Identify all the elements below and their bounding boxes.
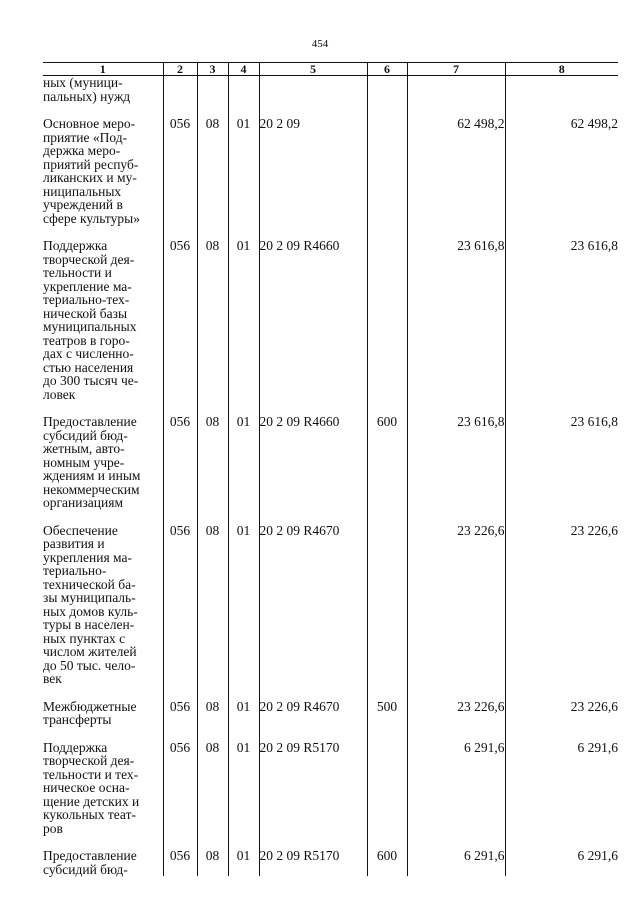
row-code-target: 20 2 09 R5170: [259, 741, 367, 836]
spacer-cell: [259, 401, 367, 415]
table-row: [43, 741, 618, 836]
row-code-subsection: 01: [228, 117, 259, 225]
row-code-section: [197, 76, 228, 104]
spacer-cell: [407, 103, 505, 117]
spacer-cell: [407, 835, 505, 849]
row-spacer: [43, 510, 618, 524]
row-code-subsection: 01: [228, 741, 259, 836]
row-amount-7: 23 616,8: [407, 415, 505, 510]
row-amount-7: 23 226,6: [407, 700, 505, 727]
column-header-6: 6: [367, 63, 407, 76]
spacer-cell: [367, 401, 407, 415]
row-code-target: 20 2 09: [259, 117, 367, 225]
spacer-cell: [505, 686, 618, 700]
spacer-cell: [43, 686, 163, 700]
spacer-cell: [407, 510, 505, 524]
spacer-cell: [228, 510, 259, 524]
table-row: [43, 700, 618, 727]
spacer-cell: [43, 727, 163, 741]
spacer-cell: [163, 510, 197, 524]
row-code-section: 08: [197, 117, 228, 225]
row-spacer: [43, 686, 618, 700]
spacer-cell: [228, 225, 259, 239]
row-code-section: 08: [197, 700, 228, 727]
row-code-section: 08: [197, 741, 228, 836]
column-header-4: 4: [228, 63, 259, 76]
row-name: Поддержка творческой дея- тельности и тех- ническое осна- щение детских и кукольных теат- ров: [43, 739, 140, 836]
row-code-admin: 056: [163, 700, 197, 727]
row-code-subsection: [228, 76, 259, 104]
row-code-admin: [163, 76, 197, 104]
row-code-admin: 056: [163, 415, 197, 510]
row-amount-8: 23 616,8: [505, 415, 618, 510]
spacer-cell: [407, 686, 505, 700]
row-amount-8: 23 226,6: [505, 524, 618, 686]
row-code-subsection: 01: [228, 239, 259, 401]
spacer-cell: [367, 686, 407, 700]
row-code-section: 08: [197, 415, 228, 510]
spacer-cell: [367, 835, 407, 849]
row-name: Основное меро- приятие «Под- держка меро- приятий респуб- ликанских и му- ниципальных учреждений в сфере культуры»: [43, 116, 140, 226]
spacer-cell: [43, 103, 163, 117]
spacer-cell: [163, 686, 197, 700]
row-amount-8: 23 616,8: [505, 239, 618, 401]
spacer-cell: [505, 835, 618, 849]
row-code-section: 08: [197, 849, 228, 876]
row-code-expense-type: [367, 741, 407, 836]
spacer-cell: [407, 401, 505, 415]
row-spacer: [43, 225, 618, 239]
row-amount-7: 23 616,8: [407, 239, 505, 401]
spacer-cell: [228, 103, 259, 117]
spacer-cell: [367, 103, 407, 117]
spacer-cell: [43, 835, 163, 849]
row-name: ных (муници- пальных) нужд: [43, 75, 131, 104]
row-code-expense-type: 600: [367, 849, 407, 876]
row-spacer: [43, 727, 618, 741]
spacer-cell: [197, 103, 228, 117]
row-code-section: 08: [197, 239, 228, 401]
spacer-cell: [163, 727, 197, 741]
row-code-expense-type: [367, 239, 407, 401]
column-header-8: 8: [505, 63, 618, 76]
page-number: 454: [311, 38, 329, 50]
column-header-1: 1: [43, 63, 163, 76]
spacer-cell: [163, 225, 197, 239]
row-amount-8: 62 498,2: [505, 117, 618, 225]
spacer-cell: [259, 103, 367, 117]
row-code-expense-type: [367, 76, 407, 104]
table-row: [43, 849, 618, 876]
column-header-2: 2: [163, 63, 197, 76]
row-amount-8: 6 291,6: [505, 849, 618, 876]
row-name: Межбюджетные трансферты: [43, 698, 137, 727]
spacer-cell: [228, 401, 259, 415]
row-amount-8: 6 291,6: [505, 741, 618, 836]
row-code-target: 20 2 09 R4670: [259, 700, 367, 727]
row-code-admin: 056: [163, 741, 197, 836]
row-name: Поддержка творческой дея- тельности и укрепление ма- териально-тех- нической базы муниципальных театров в горо- дах с численно- стью населения до 300 тысяч че- ловек: [43, 238, 139, 402]
spacer-cell: [43, 225, 163, 239]
spacer-cell: [228, 727, 259, 741]
row-code-admin: 056: [163, 117, 197, 225]
row-code-admin: 056: [163, 524, 197, 686]
spacer-cell: [197, 835, 228, 849]
row-name: Предоставление субсидий бюд- жетным, авто- номным учре- ждениям и иным некоммерческим организациям: [43, 414, 141, 510]
spacer-cell: [197, 401, 228, 415]
row-code-section: 08: [197, 524, 228, 686]
table-header-row: [43, 63, 618, 76]
column-header-3: 3: [197, 63, 228, 76]
row-code-expense-type: 500: [367, 700, 407, 727]
row-code-subsection: 01: [228, 700, 259, 727]
row-name: Обеспечение развития и укрепления ма- териально- технической ба- зы муниципаль- ных домов куль- туры в населен- ных пунктах с числом жителей до 50 тыс. чело- век: [43, 522, 138, 686]
row-code-target: 20 2 09 R4660: [259, 239, 367, 401]
row-spacer: [43, 103, 618, 117]
row-code-target: 20 2 09 R4660: [259, 415, 367, 510]
spacer-cell: [43, 401, 163, 415]
spacer-cell: [163, 835, 197, 849]
row-amount-7: 6 291,6: [407, 849, 505, 876]
spacer-cell: [367, 225, 407, 239]
spacer-cell: [228, 686, 259, 700]
row-code-target: [259, 76, 367, 104]
spacer-cell: [43, 510, 163, 524]
budget-table: [43, 62, 618, 876]
row-amount-7: 6 291,6: [407, 741, 505, 836]
row-amount-8: [505, 76, 618, 104]
spacer-cell: [259, 727, 367, 741]
table-body: [43, 76, 618, 877]
spacer-cell: [259, 686, 367, 700]
spacer-cell: [367, 727, 407, 741]
column-header-5: 5: [259, 63, 367, 76]
table-row: [43, 239, 618, 401]
spacer-cell: [505, 727, 618, 741]
row-name: Предоставление субсидий бюд-: [43, 848, 137, 877]
row-amount-7: 23 226,6: [407, 524, 505, 686]
row-code-target: 20 2 09 R4670: [259, 524, 367, 686]
row-code-subsection: 01: [228, 849, 259, 876]
row-code-expense-type: 600: [367, 415, 407, 510]
row-code-expense-type: [367, 524, 407, 686]
row-code-admin: 056: [163, 849, 197, 876]
spacer-cell: [259, 835, 367, 849]
spacer-cell: [407, 727, 505, 741]
row-amount-8: 23 226,6: [505, 700, 618, 727]
spacer-cell: [197, 510, 228, 524]
spacer-cell: [505, 103, 618, 117]
row-code-subsection: 01: [228, 524, 259, 686]
row-code-target: 20 2 09 R5170: [259, 849, 367, 876]
spacer-cell: [367, 510, 407, 524]
spacer-cell: [505, 401, 618, 415]
row-code-admin: 056: [163, 239, 197, 401]
spacer-cell: [505, 510, 618, 524]
spacer-cell: [197, 727, 228, 741]
row-spacer: [43, 401, 618, 415]
row-spacer: [43, 835, 618, 849]
spacer-cell: [505, 225, 618, 239]
row-code-expense-type: [367, 117, 407, 225]
row-code-subsection: 01: [228, 415, 259, 510]
spacer-cell: [197, 225, 228, 239]
spacer-cell: [259, 225, 367, 239]
row-amount-7: 62 498,2: [407, 117, 505, 225]
spacer-cell: [163, 103, 197, 117]
table-row: [43, 524, 618, 686]
column-header-7: 7: [407, 63, 505, 76]
spacer-cell: [197, 686, 228, 700]
spacer-cell: [259, 510, 367, 524]
table-row: [43, 117, 618, 225]
spacer-cell: [228, 835, 259, 849]
table-row: [43, 76, 618, 104]
spacer-cell: [407, 225, 505, 239]
spacer-cell: [163, 401, 197, 415]
row-amount-7: [407, 76, 505, 104]
table-row: [43, 415, 618, 510]
